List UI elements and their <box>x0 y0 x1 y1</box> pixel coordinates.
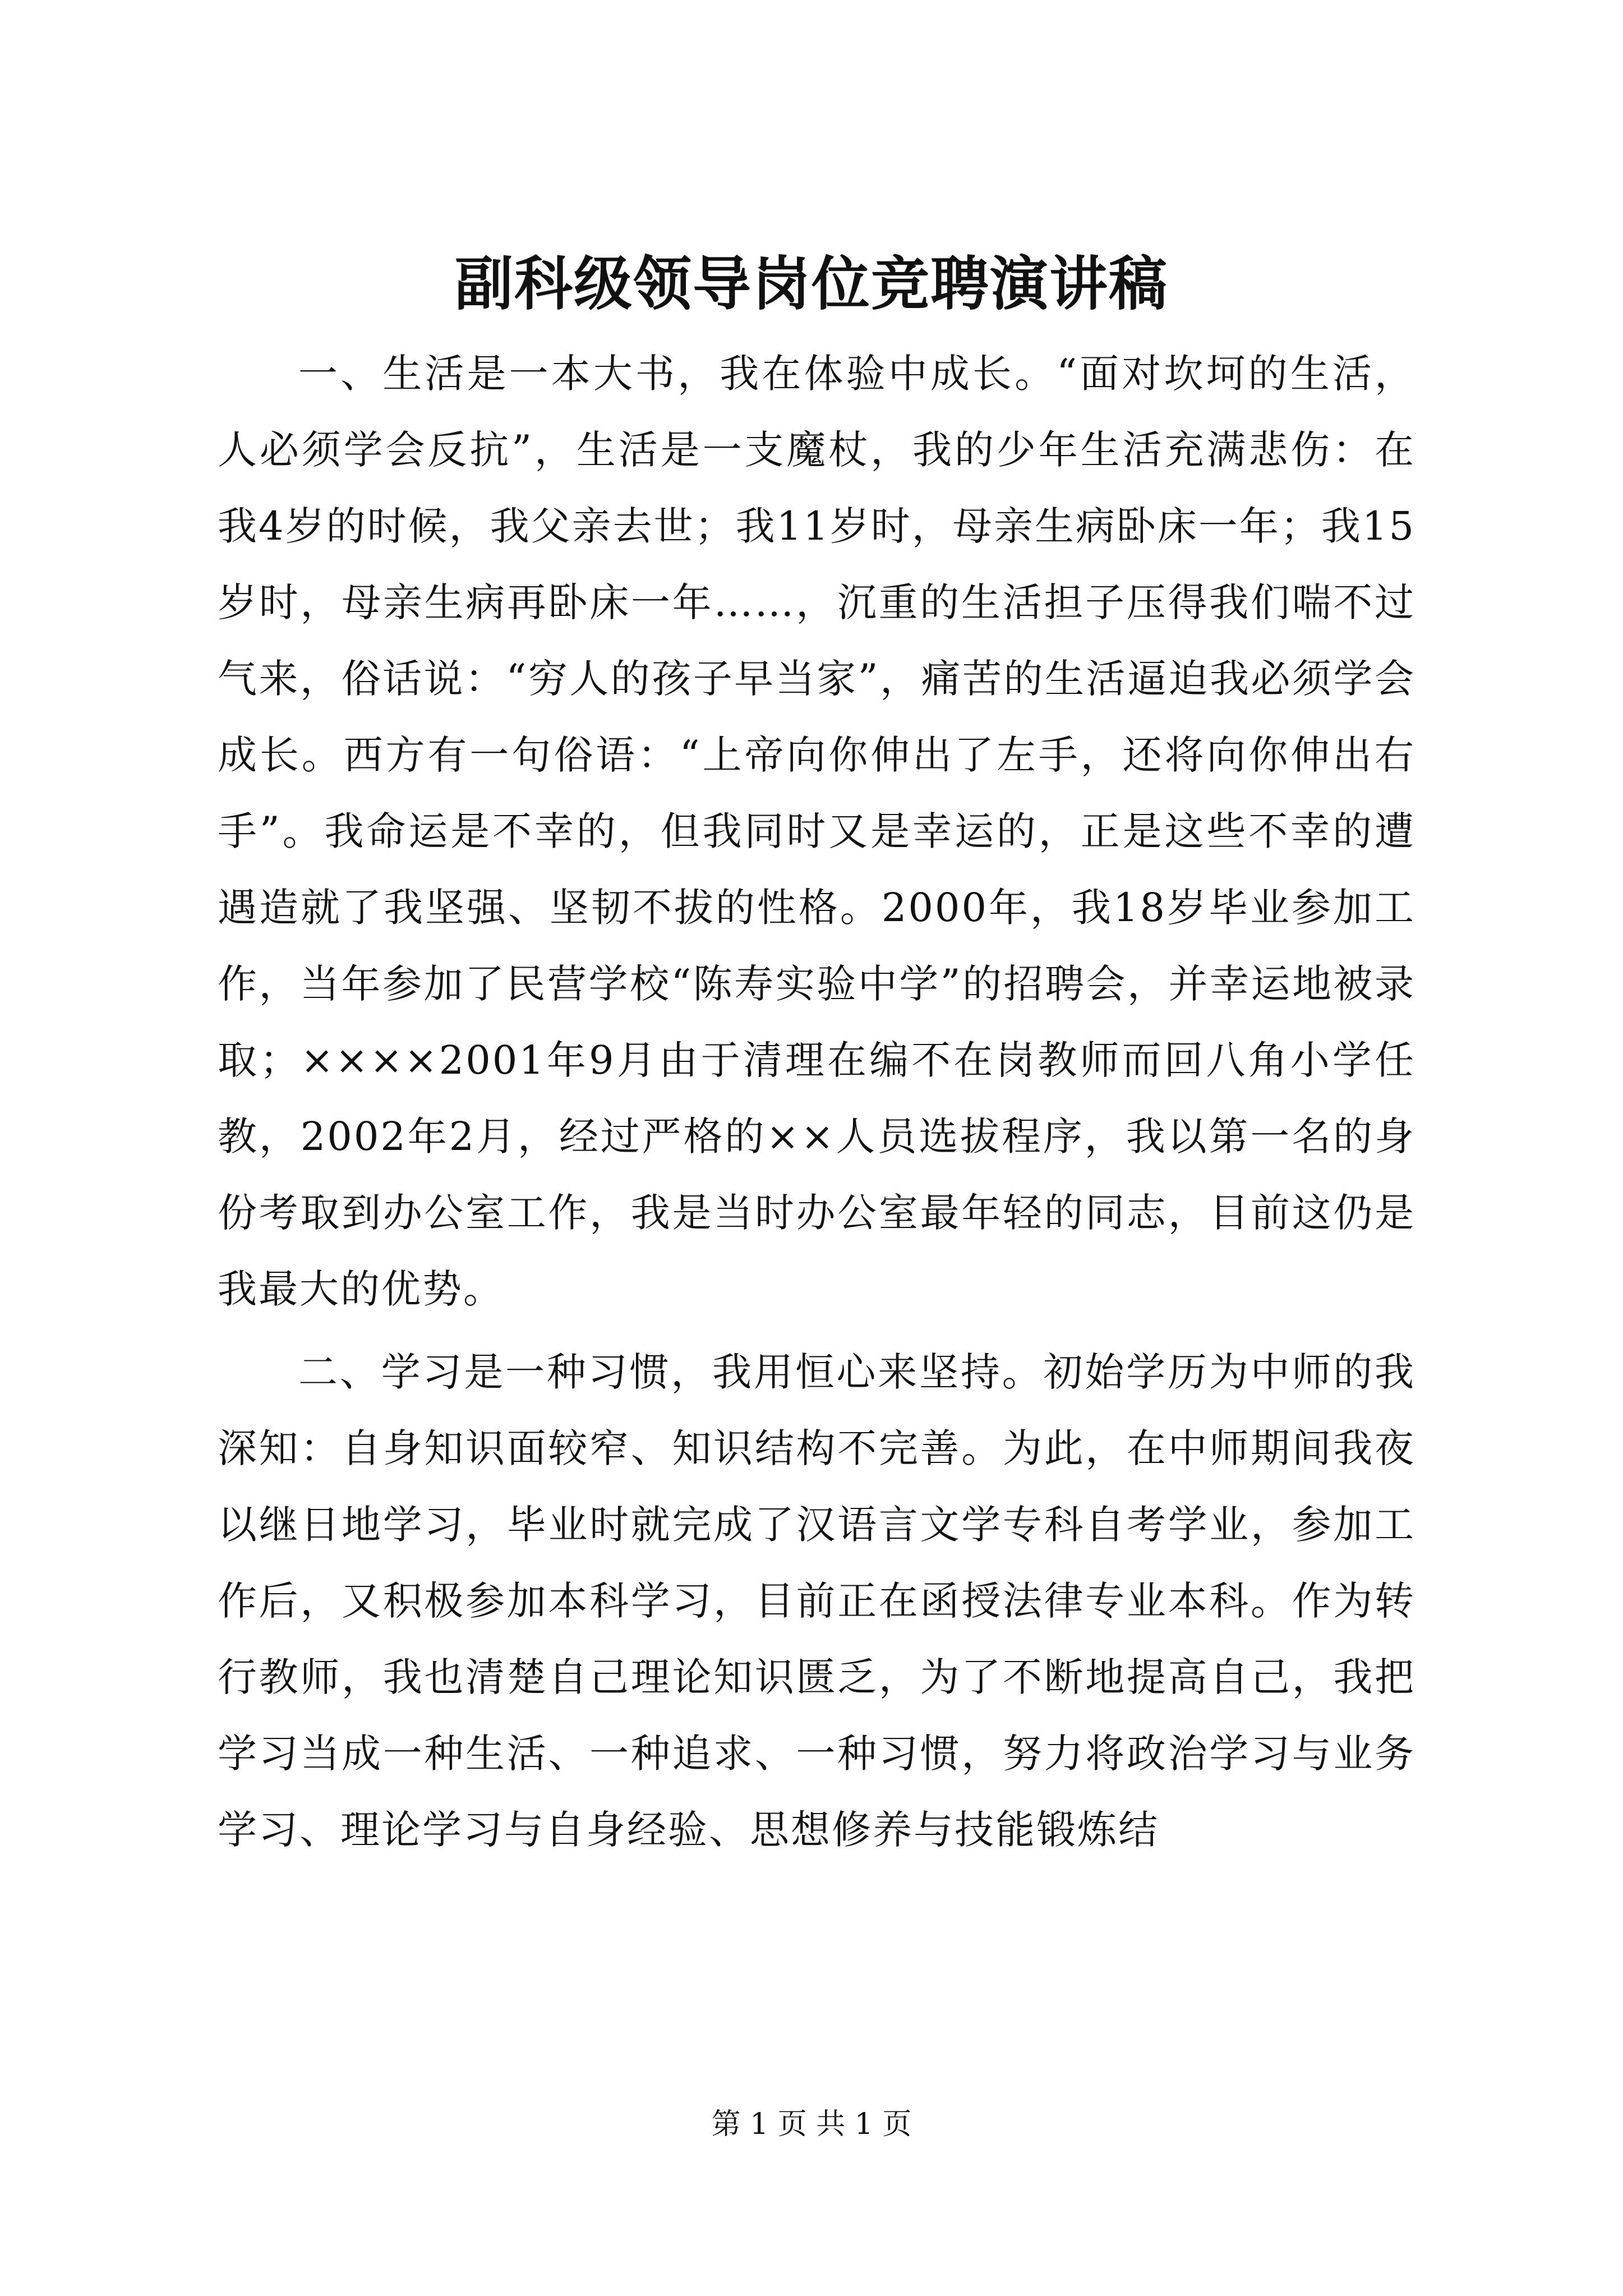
paragraph-1: 一、生活是一本大书，我在体验中成长。“面对坎坷的生活，人必须学会反抗”，生活是一支魔杖，我的少年生活充满悲伤：在我4岁的时候，我父亲去世；我11岁时，母亲生病卧床一年；我15岁时，母亲生病再卧床一年……，沉重的生活担子压得我们喘不过气来，俗话说：“穷人的孩子早当家”，痛苦的生活逼迫我必须学会成长。西方有一句俗语：“上帝向你伸出了左手，还将向你伸出右手”。我命运是不幸的，但我同时又是幸运的，正是这些不幸的遭遇造就了我坚强、坚韧不拔的性格。2000年，我18岁毕业参加工作，当年参加了民营学校“陈寿实验中学”的招聘会，并幸运地被录取；××××2001年9月由于清理在编不在岗教师而回八角小学任教，2002年2月，经过严格的××人员选拔程序，我以第一名的身份考取到办公室工作，我是当时办公室最年轻的同志，目前这仍是我最大的优势。 <box>218 351 1415 1312</box>
paragraph-2: 二、学习是一种习惯，我用恒心来坚持。初始学历为中师的我深知：自身知识面较窄、知识结构不完善。为此，在中师期间我夜以继日地学习，毕业时就完成了汉语言文学专科自考学业，参加工作后，又积极参加本科学习，目前正在函授法律专业本科。作为转行教师，我也清楚自己理论知识匮乏，为了不断地提高自己，我把学习当成一种生活、一种追求、一种习惯，努力将政治学习与业务学习、理论学习与自身经验、思想修养与技能锻炼结 <box>218 1349 1415 1853</box>
document-body <box>218 335 1415 1868</box>
document-title: 副科级领导岗位竞聘演讲稿 <box>454 249 1168 318</box>
page-number-label: 第 1 页 共 1 页 <box>711 2108 912 2141</box>
page-footer <box>0 2105 1623 2144</box>
